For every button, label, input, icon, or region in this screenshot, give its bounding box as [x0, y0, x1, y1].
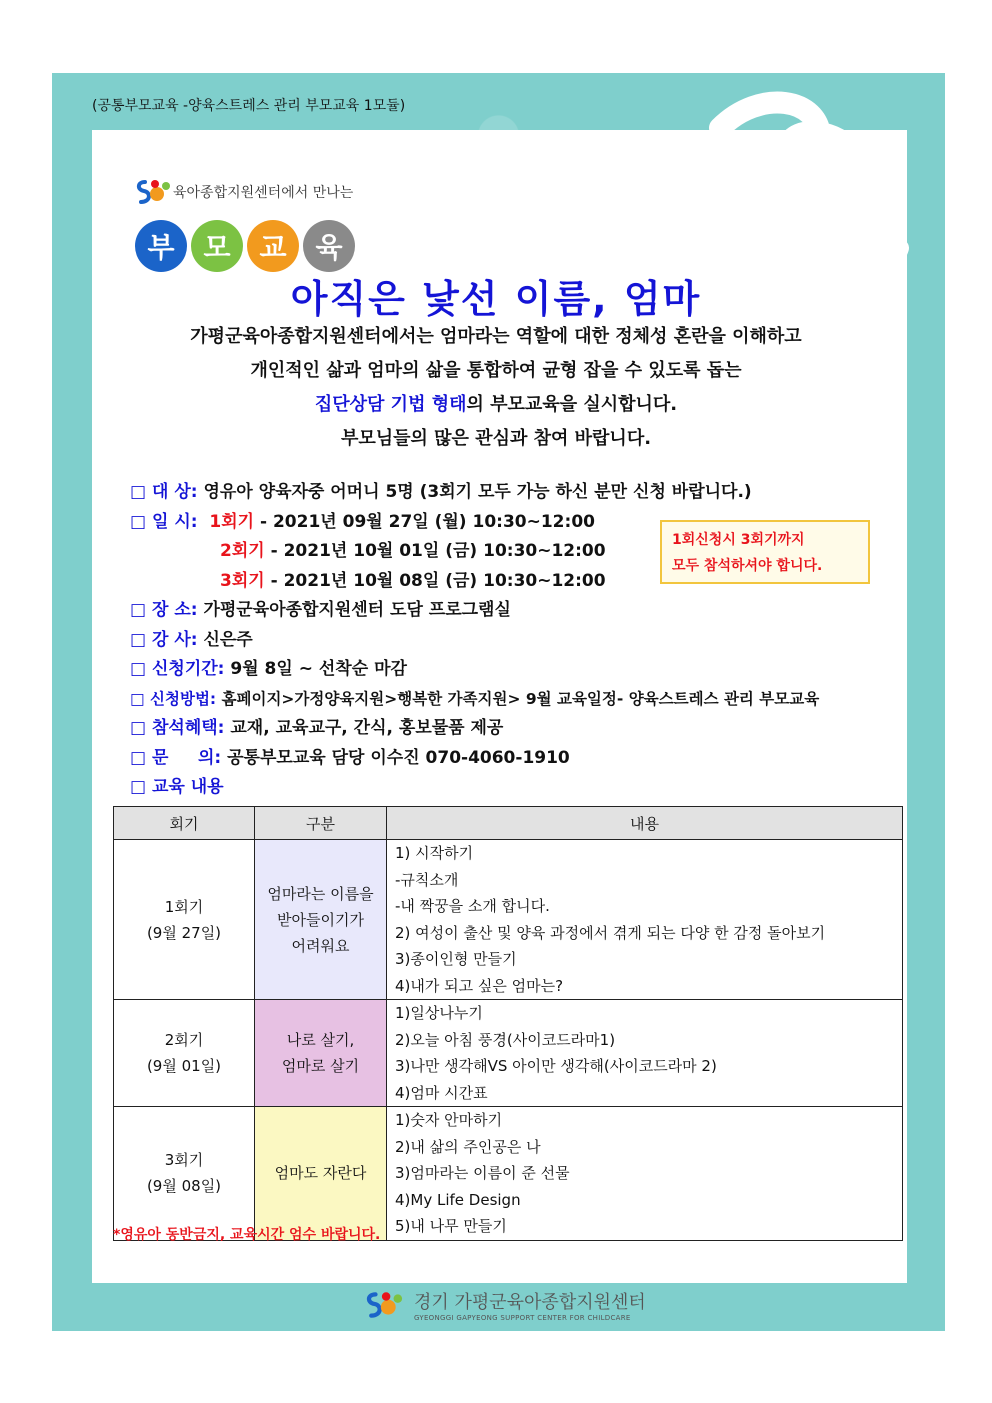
content-item: 3)종이인형 만들기: [395, 950, 517, 968]
category-line: 엄마로 살기: [281, 1057, 360, 1075]
info-contact: [130, 744, 819, 774]
attendance-callout: [660, 520, 870, 584]
badge-circle: 부: [135, 220, 187, 272]
footer-logo: [360, 1288, 646, 1322]
callout-line: 1회신청시 3회기까지: [672, 532, 805, 548]
session-date: (9월 01일): [146, 1057, 222, 1075]
table-header: 구분: [255, 807, 387, 840]
content-item: 1)일상나누기: [395, 1004, 483, 1022]
category-cell: [255, 1107, 387, 1241]
content-item: -규칙소개: [395, 870, 459, 889]
content-cell: [387, 1107, 903, 1241]
parent-education-badge: [135, 220, 359, 272]
info-benefit: [130, 714, 819, 744]
category-line: 나로 살기,: [286, 1031, 355, 1049]
table-header: 회기: [114, 807, 255, 840]
info-period: [130, 655, 819, 685]
session-cell: [114, 1000, 255, 1107]
intro-line: 가평군육아종합지원센터에서는 엄마라는 역할에 대한 정체성 혼란을 이해하고: [190, 326, 802, 347]
content-cell: [387, 1000, 903, 1107]
session-label: 2회기: [220, 541, 265, 561]
session-name: 3회기: [164, 1151, 204, 1170]
info-instructor: [130, 626, 819, 656]
info-label: □ 신청방법:: [130, 689, 217, 708]
badge-circle: 모: [191, 220, 243, 272]
session-name: 1회기: [164, 897, 204, 916]
content-item: 1) 시작하기: [395, 844, 474, 862]
info-value: 홈페이지>가정양육지원>행복한 가족지원> 9월 교육일정- 양육스트레스 관리 부모교육: [216, 689, 820, 708]
footnote: *영유아 동반금지, 교육시간 엄수 바랍니다.: [113, 1227, 381, 1243]
session-date: (9월 27일): [146, 923, 222, 942]
intro-line: 개인적인 삶과 엄마의 삶을 통합하여 균형 잡을 수 있도록 돕는: [250, 360, 742, 381]
category-cell: [255, 840, 387, 1000]
info-value: - 2021년 10월 01일 (금) 10:30~12:00: [264, 541, 606, 561]
category-line: 받아들이기가: [277, 910, 364, 929]
logo-text: 육아종합지원센터에서 만나는: [173, 185, 354, 201]
intro-line: [0, 388, 992, 422]
content-cell: [387, 840, 903, 1000]
info-value: 가평군육아종합지원센터 도담 프로그램실: [197, 600, 511, 620]
info-label: □ 참석혜택:: [130, 718, 225, 738]
badge-circle: 교: [247, 220, 299, 272]
session-name: 2회기: [164, 1031, 204, 1049]
info-label: □ 신청기간:: [130, 659, 225, 679]
table-header-row: [114, 807, 903, 840]
info-label: □ 문 의:: [130, 747, 222, 768]
info-label: □ 일 시:: [130, 511, 198, 532]
footer-name: 경기 가평군육아종합지원센터: [414, 1292, 646, 1313]
intro-highlight: 집단상담 기법 형태: [314, 394, 467, 415]
content-item: 4)엄마 시간표: [395, 1083, 488, 1102]
content-item: 2)내 삶의 주인공은 나: [395, 1137, 541, 1156]
center-logo-icon: [360, 1288, 408, 1322]
info-label: □ 교육 내용: [130, 777, 224, 797]
session-cell: [114, 840, 255, 1000]
category-line: 어려워요: [291, 936, 350, 955]
content-item: -내 짝꿍을 소개 합니다.: [395, 897, 550, 915]
content-item: 5)내 나무 만들기: [395, 1217, 507, 1235]
intro-line-rest: 의 부모교육을 실시합니다.: [466, 394, 678, 415]
info-value: - 2021년 09월 27일 (월) 10:30~12:00: [254, 511, 595, 532]
info-value: - 2021년 10월 08일 (금) 10:30~12:00: [264, 570, 606, 591]
badge-circle: 육: [303, 220, 355, 272]
info-place: [130, 596, 819, 626]
callout-line: 모두 참석하셔야 합니다.: [672, 558, 823, 574]
intro-paragraph: [0, 320, 992, 456]
session-label: 1회기: [209, 511, 255, 532]
info-content: [130, 773, 819, 803]
info-label: □ 장 소:: [130, 600, 198, 620]
info-value: 교재, 교육교구, 간식, 홍보물품 제공: [224, 718, 504, 738]
session-date: (9월 08일): [146, 1177, 222, 1196]
info-method: [130, 685, 819, 715]
page-title: 아직은 낯선 이름, 엄마: [290, 277, 702, 321]
top-note: (공통부모교육 -양육스트레스 관리 부모교육 1모듈): [92, 98, 406, 114]
info-value: 9월 8일 ~ 선착순 마감: [224, 659, 407, 679]
session-cell: [114, 1107, 255, 1241]
table-row: [114, 1107, 903, 1241]
category-line: 엄마도 자란다: [274, 1164, 367, 1183]
session-label: 3회기: [220, 570, 265, 591]
schedule-table: [113, 806, 903, 1241]
center-logo-icon: [135, 176, 171, 208]
content-item: 2)오늘 아침 풍경(사이코드라마1): [395, 1030, 616, 1049]
content-item: 3)나만 생각해VS 아이만 생각해(사이코드라마 2): [395, 1057, 717, 1075]
table-row: [114, 840, 903, 1000]
center-logo: [135, 176, 353, 208]
table-row: [114, 1000, 903, 1107]
category-cell: [255, 1000, 387, 1107]
table-header: 내용: [387, 807, 903, 840]
info-label: □ 대 상:: [130, 482, 198, 502]
info-target: [130, 478, 819, 508]
info-value: 공통부모교육 담당 이수진 070-4060-1910: [221, 747, 570, 768]
category-line: 엄마라는 이름을: [267, 884, 374, 903]
info-value: 영유아 양육자중 어머니 5명 (3회기 모두 가능 하신 분만 신청 바랍니다.): [197, 482, 752, 502]
content-item: 4)My Life Design: [395, 1190, 521, 1209]
content-item: 3)엄마라는 이름이 준 선물: [395, 1164, 570, 1182]
content-item: 1)숫자 안마하기: [395, 1111, 503, 1129]
content-item: 2) 여성이 출산 및 양육 과정에서 겪게 되는 다양 한 감정 돌아보기: [395, 923, 826, 942]
content-item: 4)내가 되고 싶은 엄마는?: [395, 976, 564, 995]
info-value: 신은주: [197, 629, 253, 650]
footer-sub: GYEONGGI GAPYEONG SUPPORT CENTER FOR CHILDCARE: [414, 1314, 631, 1322]
intro-line: 부모님들의 많은 관심과 참여 바랍니다.: [340, 428, 652, 449]
info-label: □ 강 사:: [130, 629, 198, 650]
